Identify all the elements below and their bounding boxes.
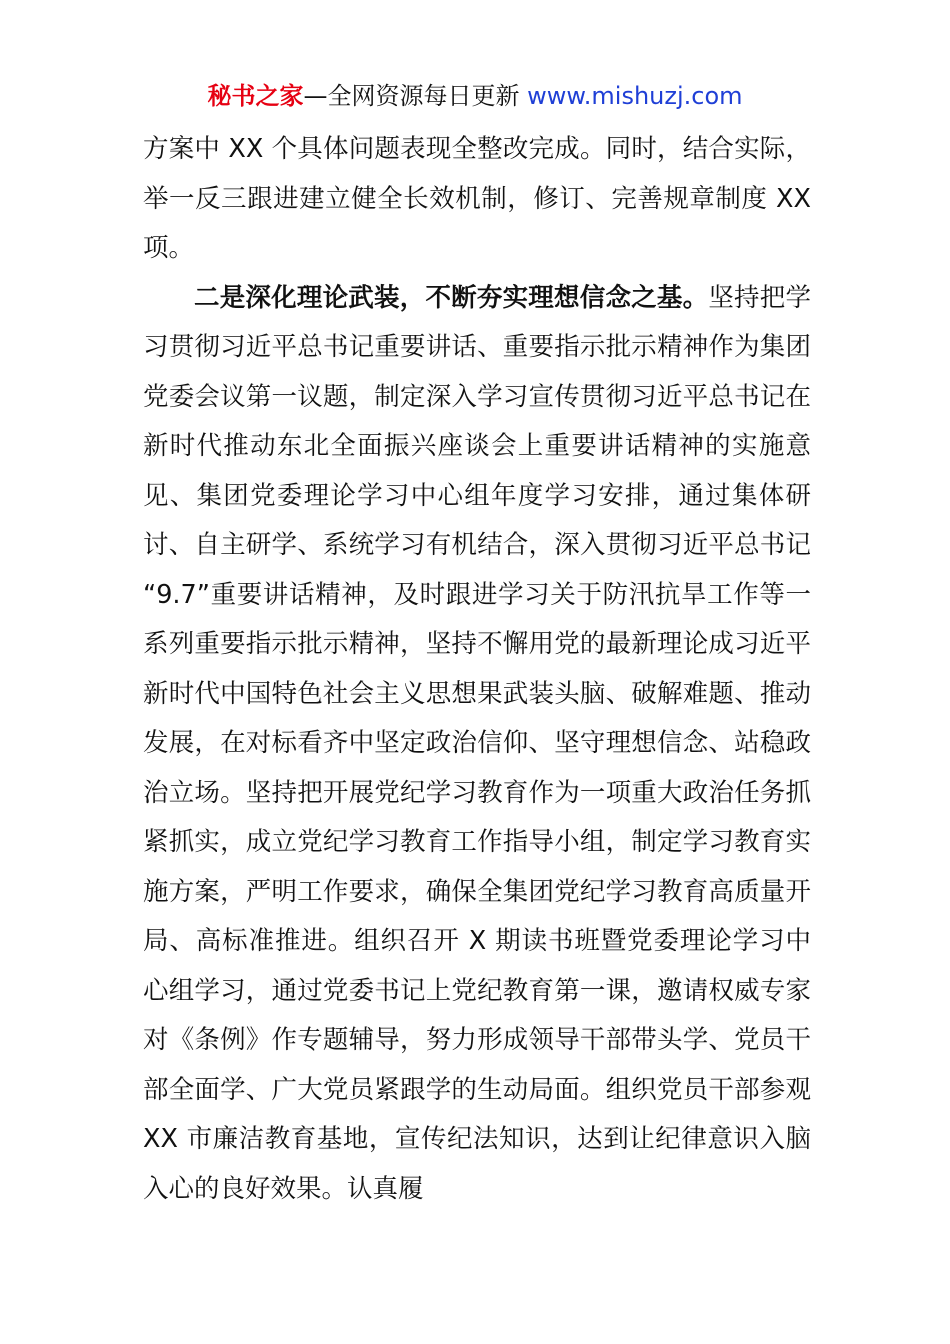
site-url-link[interactable]: www.mishuzj.com [527, 82, 743, 110]
site-tagline: —全网资源每日更新 [303, 82, 528, 110]
site-header [0, 78, 950, 114]
document-body [143, 125, 811, 1214]
paragraph-continuation: 方案中 XX 个具体问题表现全整改完成。同时，结合实际，举一反三跟进建立健全长效机制，修订、完善规章制度 XX 项。 [143, 134, 811, 263]
paragraph-body-text: 坚持把学习贯彻习近平总书记重要讲话、重要指示批示精神作为集团党委会议第一议题，制定深入学习宣传贯彻习近平总书记在新时代推动东北全面振兴座谈会上重要讲话精神的实施意见、集团党委理论学习中心组年度学习安排，通过集体研讨、自主研学、系统学习有机结合，深入贯彻习近平总书记 “9.7”重要讲话精神，及时跟进学习关于防汛抗旱工作等一系列重要指示批示精神，坚持不懈用党的最新理论成习近平新时代中国特色社会主义思想果武装头脑、破解难题、推动发展，在对标看齐中坚定政治信仰、坚守理想信念、站稳政治立场。坚持把开展党纪学习教育作为一项重大政治任务抓紧抓实，成立党纪学习教育工作指导小组，制定学习教育实施方案，严明工作要求，确保全集团党纪学习教育高质量开局、高标准推进。组织召开 X 期读书班暨党委理论学习中心组学习，通过党委书记上党纪教育第一课，邀请权威专家对《条例》作专题辅导，努力形成领导干部带头学、党员干部全面学、广大党员紧跟学的生动局面。组织党员干部参观 XX 市廉洁教育基地，宣传纪法知识，达到让纪律意识入脑入心的良好效果。认真履 [143, 282, 811, 1204]
paragraph-theory [143, 274, 811, 1215]
site-brand: 秘书之家 [207, 82, 304, 110]
paragraph-lead-heading: 二是深化理论武装，不断夯实理想信念之基。 [194, 282, 709, 313]
